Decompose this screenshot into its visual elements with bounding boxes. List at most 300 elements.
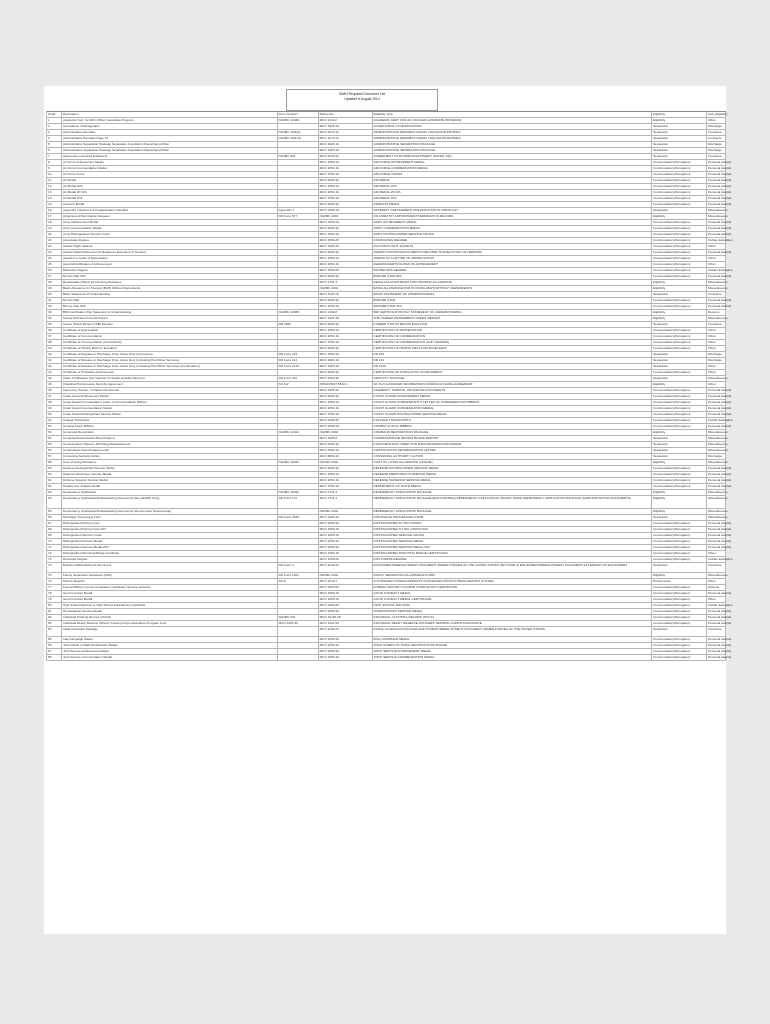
table-cell: Iraq Campaign Medal: [62, 637, 278, 642]
table-cell: MCO 1650.19: [319, 521, 373, 526]
table-cell: 81: [47, 609, 62, 614]
table-cell: MCO 1900.16: [319, 322, 373, 327]
table-cell: AIR MEDAL W/C: [373, 184, 653, 189]
table-cell: Commendatory/Derogatory: [652, 268, 707, 273]
table-cell: 84: [47, 627, 62, 636]
table-cell: Separation: [652, 358, 707, 363]
table-cell: DOCTORATE DEGREE: [373, 557, 653, 562]
table-cell: [278, 597, 319, 602]
table-cell: MCO 1040.31: [319, 154, 373, 159]
table-cell: DD 215: [373, 352, 653, 357]
table-cell: 3: [47, 130, 62, 135]
table-cell: [278, 418, 319, 423]
table-cell: Personal Awards: [708, 178, 732, 182]
table-cell: Other: [707, 551, 726, 556]
table-cell: Associates Degree: [62, 238, 278, 243]
table-cell: [278, 328, 319, 333]
table-cell: [278, 424, 319, 429]
table-cell: Distinguished Service Medal W/C: [62, 545, 278, 550]
table-cell: Commendatory/Derogatory: [652, 551, 707, 556]
table-cell: Air Medal W/ S/S: [62, 190, 278, 195]
table-cell: [278, 220, 319, 225]
table-cell: DISTINGUISHED FLYING CROSS W/V: [373, 527, 653, 532]
table-cell: MCO 1650.19: [319, 202, 373, 207]
table-cell: GOOD CONDUCT MEDAL: [373, 591, 653, 596]
document-title-box: [286, 89, 438, 111]
table-cell: 26: [47, 268, 62, 273]
table-cell: 39: [47, 346, 62, 351]
table-cell: NAVMC 118(11): [278, 130, 319, 135]
table-cell: 72: [47, 551, 62, 556]
table-cell: FAMILY SEPARATION ALLOWANCE FORM: [373, 573, 653, 578]
table-cell: Appointment/Termination Request: [62, 214, 278, 219]
table-cell: MCO 1040.31: [319, 563, 373, 572]
column-header: Description: [62, 112, 278, 117]
table-cell: Commendatory/Derogatory: [652, 472, 707, 477]
table-cell: Distinguished Shooting Badge Certificate: [62, 551, 278, 556]
table-cell: AGREEMENT TO EXTEND ENLISTMENT (NAVMC 321): [373, 154, 653, 159]
table-cell: Commendatory/Derogatory: [652, 160, 707, 165]
table-cell: Personal Awards: [708, 166, 732, 170]
table-cell: [278, 521, 319, 526]
table-cell: Conscientious Objector Discharge/Reassignment: [62, 442, 278, 447]
table-cell: Personal Awards: [708, 527, 732, 531]
table-cell: 78: [47, 591, 62, 596]
table-cell: [278, 509, 319, 514]
table-cell: 24: [47, 256, 62, 261]
table-cell: Aviator Flight Jackets: [62, 244, 278, 249]
table-cell: ARMY ACHIEVEMENT MEDAL: [373, 220, 653, 225]
table-cell: JOINT SERVICE COMMENDATION MEDAL: [373, 655, 653, 660]
table-cell: NAVMC 10965: [278, 310, 319, 315]
table-cell: Eligibility: [652, 509, 707, 514]
table-cell: Commendatory/Derogatory: [652, 649, 707, 654]
table-cell: Personal Awards: [708, 466, 732, 470]
table-cell: Distinguished Flying Cross W/V: [62, 527, 278, 532]
table-cell: [278, 256, 319, 261]
table-cell: ACCEPTANCE OF RESIGNATION: [373, 124, 653, 129]
table-cell: Separation: [652, 448, 707, 453]
table-cell: 79: [47, 597, 62, 602]
table-cell: Eligibility: [652, 214, 707, 219]
table-cell: Commendatory/Derogatory: [652, 545, 707, 550]
table-cell: NAVMC 10469: [278, 118, 319, 123]
table-cell: [278, 142, 319, 147]
table-cell: Miscellaneous: [708, 436, 728, 440]
table-cell: Discharge: [707, 142, 726, 147]
table-cell: DD Form 4: [278, 563, 319, 572]
table-cell: Miscellaneous: [708, 448, 728, 452]
table-cell: Air Force Commendation Medal: [62, 166, 278, 171]
table-cell: Cost of Living Allowance: [62, 460, 278, 465]
table-cell: AIR MEDAL: [373, 178, 653, 183]
table-cell: 63: [47, 490, 62, 495]
table-cell: 32: [47, 304, 62, 309]
table-cell: THE CAREER RETIREMENT CREDIT REPORT: [373, 316, 653, 321]
table-cell: [278, 292, 319, 297]
table-cell: MCO 1560.25: [319, 557, 373, 562]
table-cell: AVIATOR FLIGHT JACKETS: [373, 244, 653, 249]
table-cell: MCO 1650.19: [319, 196, 373, 201]
table-cell: 58: [47, 460, 62, 465]
table-cell: MCO 1650.19: [319, 484, 373, 489]
table-cell: Other: [707, 364, 726, 369]
table-cell: [278, 466, 319, 471]
table-cell: DD Form 577: [278, 214, 319, 219]
table-row: [46, 563, 726, 573]
table-cell: Separation: [652, 364, 707, 369]
table-cell: COST OF LIVING ALLOWANCE (ONLINE): [373, 460, 653, 465]
column-header: Sub_Eligibility: [708, 112, 728, 116]
table-cell: ADMINISTRATIVE REMARKS NAVMC 118(13)/6105 ENTRIES: [373, 136, 653, 141]
table-cell: 87: [47, 649, 62, 654]
table-cell: BASIC STATEMENT OF UNDERSTANDING: [373, 292, 653, 297]
table-cell: COMMAND RESTORATION PACKAGE: [373, 430, 653, 435]
table-cell: Personal Awards: [708, 472, 732, 476]
table-cell: Commendatory/Derogatory: [652, 220, 707, 225]
table-cell: HIGH SCHOOL DIPLOMA: [373, 603, 653, 608]
table-cell: [278, 298, 319, 303]
table-cell: Career Retirement Credit Report: [62, 316, 278, 321]
table-cell: Eligibility: [652, 316, 707, 321]
table-row: [46, 655, 732, 661]
table-cell: Personal Awards: [708, 400, 732, 404]
required-document-table: [46, 111, 733, 661]
table-cell: Clemency, Pardon, or Parole Documents: [62, 388, 278, 393]
table-cell: [278, 244, 319, 249]
table-cell: 49: [47, 406, 62, 411]
table-cell: Defense Meritorious Service Medal: [62, 472, 278, 477]
table-cell: Administrative Remarks Page 13: [62, 136, 278, 141]
table-cell: [278, 484, 319, 489]
table-cell: 14: [47, 196, 62, 201]
table-cell: College Transcripts: [62, 418, 278, 423]
table-cell: Coast Guard Commandant's Letter of Commendation Ribbon: [62, 400, 278, 405]
table-cell: Other: [707, 340, 726, 345]
table-cell: MCO 1306.16: [319, 442, 373, 447]
table-cell: Award of a Letter of Appreciation: [62, 256, 278, 261]
table-cell: Commendatory/Derogatory: [652, 418, 707, 423]
table-cell: MCO 1650.19: [319, 160, 373, 165]
table-cell: DISTINGUISHED SERVICE CROSS: [373, 533, 653, 538]
table-cell: [278, 388, 319, 393]
table-cell: AUTOMATED FITNESS REPORTS CONVERTED FROM FITNESS REPORT SYSTEM: [373, 579, 653, 584]
table-cell: SF 312: [278, 382, 319, 387]
table-cell: BRONZE STAR W/V: [373, 304, 653, 309]
table-cell: Other: [707, 256, 726, 261]
table-cell: MCO 1560.25: [319, 268, 373, 273]
table-cell: MCO 1650.19: [319, 551, 373, 556]
table-cell: 33: [47, 310, 62, 315]
table-cell: DISTINGUISHED FLYING CROSS: [373, 521, 653, 526]
table-cell: Agreement to Extend Enlistment: [62, 154, 278, 159]
table-cell: MCO 1900.16: [319, 148, 373, 153]
table-cell: Claim Certification and Voucher for Death Gratuity Payment: [62, 376, 278, 381]
column-header: Reference: [319, 112, 373, 117]
table-cell: Defense Distinguished Service Medal: [62, 466, 278, 471]
table-cell: Air Force Achievement Medal: [62, 160, 278, 165]
table-cell: 85: [47, 637, 62, 642]
table-cell: JOINT CHIEFS OF STAFF IDENTIFICATION BADGE: [373, 643, 653, 648]
table-cell: [278, 545, 319, 550]
table-cell: AIR FORCE ACHIEVEMENT MEDAL: [373, 160, 653, 165]
table-cell: Other: [707, 346, 726, 351]
table-cell: DEPENDENCY APPLICATION PACKAGE: [373, 490, 653, 495]
table-cell: MCO 1650.19: [319, 184, 373, 189]
table-cell: MCO 1650.19: [319, 539, 373, 544]
table-cell: 10: [47, 172, 62, 177]
table-cell: Appendix J: [278, 208, 319, 213]
table-cell: 82: [47, 615, 62, 620]
table-cell: [278, 394, 319, 399]
table-cell: Miscellaneous: [708, 460, 728, 464]
table-cell: MCO 1650.19: [319, 328, 373, 333]
table-cell: Air Medal: [62, 178, 278, 183]
table-cell: Miscellaneous: [708, 490, 728, 494]
table-cell: Certificate of Appreciation: [62, 328, 278, 333]
table-cell: Personal Awards: [708, 190, 732, 194]
table-cell: MCO 1650.19: [319, 649, 373, 654]
table-cell: Contracts: [707, 130, 726, 135]
table-cell: Discharge: [707, 352, 726, 357]
table-cell: Administrative Separation Package Separation Acquisition Illness/Injury/Other: [62, 142, 278, 147]
table-cell: Commendatory/Derogatory: [652, 478, 707, 483]
table-cell: MCO 1650.19: [319, 226, 373, 231]
table-cell: Appendix J Retirement Preapplication Checklist: [62, 208, 278, 213]
table-cell: ENLISTMENT/REENLISTMENT DOCUMENT ARMED FORCES OF THE UNITED STATES (DD FORM 4) ENLISTMENT/REENLISTMENT DOCUMENT EXTENSION OF ENLISTMENT: [373, 563, 653, 572]
table-cell: [278, 627, 319, 636]
table-cell: 64: [47, 496, 62, 508]
table-cell: [278, 448, 319, 453]
table-cell: Discharge: [707, 454, 726, 459]
table-cell: [278, 202, 319, 207]
table-cell: Commendatory/Derogatory: [652, 232, 707, 237]
table-cell: CONTINUATION DETERMINATION LETTER: [373, 448, 653, 453]
table-cell: Civilian Education: [708, 557, 733, 561]
table-cell: 19: [47, 226, 62, 231]
table-cell: 37: [47, 334, 62, 339]
table-cell: Personal Awards: [708, 220, 732, 224]
table-cell: DISTINGUISHED SERVICE MEDAL: [373, 539, 653, 544]
table-cell: 4: [47, 136, 62, 141]
table-cell: GRATUITY PACKAGE: [373, 376, 653, 381]
table-cell: Commendatory/Derogatory: [652, 643, 707, 648]
table-cell: Acceptance of Resignation: [62, 124, 278, 129]
table-cell: Commendatory/Derogatory: [652, 533, 707, 538]
table-cell: [278, 268, 319, 273]
table-cell: [278, 124, 319, 129]
table-cell: Personal Awards: [708, 539, 732, 543]
table-cell: Commendatory/Derogatory: [652, 190, 707, 195]
table-cell: MCO 1560.25: [319, 603, 373, 608]
table-cell: CERTIFICATE OF COMMENDATION: [373, 334, 653, 339]
table-cell: Bronze Star W/V: [62, 274, 278, 279]
table-cell: MCO 1070.12: [319, 130, 373, 135]
table-cell: Miscellaneous: [707, 496, 726, 508]
table-cell: Joint Service Commendation Medal: [62, 655, 278, 660]
table-cell: Commendatory/Derogatory: [652, 394, 707, 399]
table-cell: 16: [47, 208, 62, 213]
table-cell: MCO 1650.19: [319, 172, 373, 177]
table-cell: MCO 10120.28: [319, 615, 373, 620]
table-cell: [278, 178, 319, 183]
table-cell: Other: [707, 370, 726, 375]
table-cell: Career Status Bonus (CSB) Election: [62, 322, 278, 327]
table-cell: Army Commendation Medal: [62, 226, 278, 231]
table-cell: Commendatory/Derogatory: [652, 597, 707, 602]
table-cell: Department of State Medal: [62, 484, 278, 489]
table-cell: 18: [47, 220, 62, 225]
table-cell: AIR MEDAL W/ S/S: [373, 190, 653, 195]
table-cell: [278, 400, 319, 405]
table-cell: Other: [707, 328, 726, 333]
table-cell: Commendatory/Derogatory: [652, 615, 707, 620]
table-cell: Individual Clothing Record (OCCS): [62, 615, 278, 620]
table-cell: DISTINGUISHED SERVICE MEDAL W/C: [373, 545, 653, 550]
table-cell: Administrative Remarks: [62, 130, 278, 135]
table-cell: INITIAL ACCESSION PACKAGE ENLISTMENT/REENLISTMENT DOCUMENT ARMED FORCES OF THE UNITED STATES: [373, 627, 653, 636]
table-cell: 8: [47, 160, 62, 165]
table-cell: Personal Awards: [708, 196, 732, 200]
table-cell: Good Conduct Medal: [62, 597, 278, 602]
table-cell: ACADEMIC CERT FOR AN OFFICER CANDIDATE PROGRAM: [373, 118, 653, 123]
table-cell: 28: [47, 280, 62, 285]
table-cell: Miscellaneous: [708, 286, 728, 290]
table-cell: MCO 1650.19: [319, 346, 373, 351]
table-cell: MCO 1900.16: [319, 208, 373, 213]
table-cell: Distinguished Service Cross: [62, 533, 278, 538]
table-cell: ARMY COMMENDATION MEDAL: [373, 226, 653, 231]
table-cell: 46: [47, 388, 62, 393]
table-cell: Contracts: [707, 292, 726, 297]
table-cell: NAVMC 321: [278, 154, 319, 159]
table-cell: JOINT SERVICE ACHIEVEMENT MEDAL: [373, 649, 653, 654]
table-cell: [278, 262, 319, 267]
table-cell: [278, 190, 319, 195]
table-cell: MCO 1650.19: [319, 412, 373, 417]
table-cell: Personal Awards: [708, 615, 732, 619]
table-cell: Civilian Education: [708, 238, 733, 242]
table-cell: Other: [707, 244, 726, 249]
table-cell: Separation: [652, 292, 707, 297]
table-cell: [278, 591, 319, 596]
table-cell: Humanitarian Service Medal: [62, 609, 278, 614]
table-cell: MCO 1650.19: [319, 545, 373, 550]
column-header: Form Number: [278, 112, 319, 117]
table-cell: AIR FORCE COMMENDATION MEDAL: [373, 166, 653, 171]
table-cell: MCO 1650.19: [319, 370, 373, 375]
table-cell: COAST GUARD COMMANDANT'S LETTER OF COMMENDATION RIBBON: [373, 400, 653, 405]
table-cell: Joint Chiefs of Staff Identification Badge: [62, 643, 278, 648]
table-cell: Personal Awards: [708, 172, 732, 176]
table-cell: Commendatory/Derogatory: [652, 370, 707, 375]
table-cell: DD Form 1561: [278, 573, 319, 578]
table-cell: Commendatory/Derogatory: [652, 328, 707, 333]
table-header-row: [46, 111, 726, 118]
table-cell: CLEMENCY, PARDON, OR PAROLE DOCUMENTS: [373, 388, 653, 393]
table-cell: MCO 5800.16: [319, 454, 373, 459]
table-cell: DD Form 397: [278, 376, 319, 381]
table-cell: Personal Awards: [708, 274, 732, 278]
table-cell: COLLEGE TRANSCRIPTS: [373, 418, 653, 423]
table-cell: Miscellaneous: [708, 208, 728, 212]
table-cell: 6: [47, 148, 62, 153]
table-cell: NAVMC 2001: [319, 460, 373, 465]
table-cell: Commendatory/Derogatory: [652, 412, 707, 417]
table-cell: Personal Awards: [708, 478, 732, 482]
table-cell: Certificate of Scholastic Achievement: [62, 370, 278, 375]
table-cell: Commendatory/Derogatory: [652, 621, 707, 626]
table-cell: [278, 250, 319, 255]
table-cell: MCO 1131.2: [319, 118, 373, 123]
table-cell: AWARDS/CERTIFICATES OF ACHIEVEMENT: [373, 262, 653, 267]
table-cell: Commendatory/Derogatory: [652, 400, 707, 405]
table-cell: DEFENSE MERITORIOUS SERVICE MEDAL: [373, 472, 653, 477]
table-cell: COMBAT ACTION RIBBON: [373, 424, 653, 429]
table-cell: 69: [47, 533, 62, 538]
table-cell: Contracts: [707, 563, 726, 572]
table-cell: Commendatory/Derogatory: [652, 557, 707, 562]
table-cell: Civilian Education: [708, 418, 733, 422]
table-cell: High School Diploma or High School Equivalency Certificate: [62, 603, 278, 608]
table-cell: [278, 346, 319, 351]
table-cell: Commendatory/Derogatory: [652, 298, 707, 303]
table-cell: 48: [47, 400, 62, 405]
table-cell: DD Form 214: [278, 358, 319, 363]
table-cell: Personal Awards: [708, 184, 732, 188]
table-cell: DISCHARGE PROCESSING FORM: [373, 515, 653, 520]
table-cell: AWARD CITATIONS/DOCUMENTS RELATED TO EXECUTION OF HEROISM: [373, 250, 653, 255]
table-cell: Personal Awards: [708, 609, 732, 613]
table-cell: 83: [47, 621, 62, 626]
table-cell: Commendatory/Derogatory: [652, 591, 707, 596]
table-cell: Commendatory/Derogatory: [652, 250, 707, 255]
table-cell: 40: [47, 352, 62, 357]
table-cell: MCO 1650.19: [319, 591, 373, 596]
table-cell: MCO 1001.59: [278, 621, 319, 626]
table-cell: [278, 184, 319, 189]
table-cell: Dependency Application/Substantiating Documents (Government Sponsorship): [62, 509, 278, 514]
table-cell: 60: [47, 472, 62, 477]
table-cell: [278, 527, 319, 532]
table-cell: Commendatory/Derogatory: [652, 226, 707, 231]
table-cell: Commendatory/Derogatory: [652, 256, 707, 261]
table-cell: DD 214: [373, 358, 653, 363]
table-cell: 74: [47, 563, 62, 572]
table-cell: 12: [47, 184, 62, 189]
table-cell: Distinguished Flying Cross: [62, 521, 278, 526]
table-cell: [278, 226, 319, 231]
table-cell: MCO 1650.19: [319, 166, 373, 171]
table-cell: FORMAL MILITARY COURSE COMPLETION CERTIFICATE: [373, 585, 653, 590]
table-cell: CAREER STATUS BONUS ELECTION: [373, 322, 653, 327]
table-row: [46, 496, 726, 509]
table-cell: Reserve: [707, 310, 726, 315]
table-cell: MCO 1650.19: [319, 472, 373, 477]
table-cell: HUMANITARIAN SERVICE MEDAL: [373, 609, 653, 614]
table-cell: ADMINISTRATIVE SEPARATION PACKAGE: [373, 148, 653, 153]
table-cell: Army Achievement Medal: [62, 220, 278, 225]
table-cell: 11: [47, 178, 62, 183]
table-cell: 23: [47, 250, 62, 255]
table-cell: 67: [47, 521, 62, 526]
table-cell: 51: [47, 418, 62, 423]
table-cell: BRONZE STAR W/V: [373, 274, 653, 279]
table-cell: MCO 1650.19: [319, 244, 373, 249]
table-cell: Personal Awards: [708, 637, 732, 641]
table-cell: CERTIFICATE OF COMMENDATION (UNIT AWARDS): [373, 340, 653, 345]
table-cell: Coast Guard Commendation Medal: [62, 406, 278, 411]
